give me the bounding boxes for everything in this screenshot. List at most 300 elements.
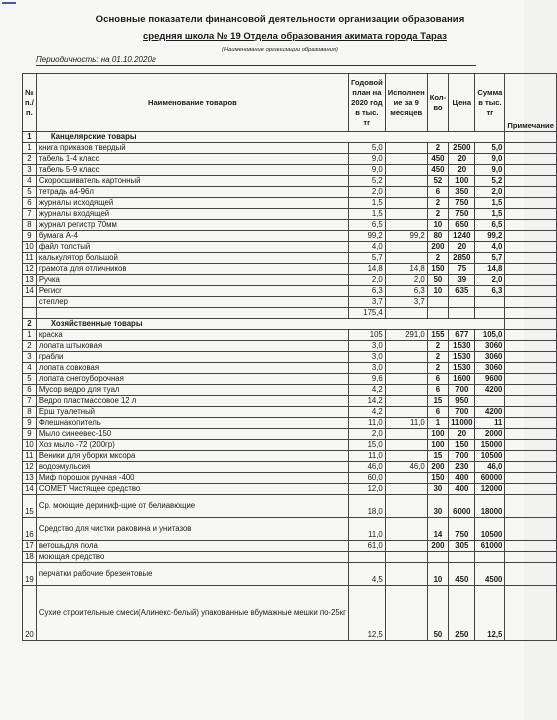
row-num: 3 xyxy=(23,165,37,176)
row-note xyxy=(505,231,557,242)
row-price: 635 xyxy=(449,286,475,297)
row-note xyxy=(505,143,557,154)
row-sum: 11 xyxy=(475,418,505,429)
table-row xyxy=(23,451,557,462)
row-name: COMET Чистящее средство xyxy=(36,484,348,495)
row-price: 11000 xyxy=(449,418,475,429)
row-execution xyxy=(385,396,427,407)
section-row xyxy=(23,132,557,143)
row-note xyxy=(505,495,557,518)
row-qty: 6 xyxy=(427,385,448,396)
row-num: 15 xyxy=(23,495,37,518)
row-note xyxy=(505,220,557,231)
row-num: 11 xyxy=(23,451,37,462)
row-num: 6 xyxy=(23,385,37,396)
row-price: 400 xyxy=(449,473,475,484)
row-note xyxy=(505,297,557,308)
row-plan: 11,0 xyxy=(348,451,385,462)
row-execution xyxy=(385,308,427,319)
row-price: 700 xyxy=(449,451,475,462)
row-qty: 450 xyxy=(427,165,448,176)
row-num: 1 xyxy=(23,330,37,341)
row-num: 18 xyxy=(23,552,37,563)
row-name: Флешнакопитель xyxy=(36,418,348,429)
row-execution xyxy=(385,209,427,220)
row-price: 230 xyxy=(449,462,475,473)
row-sum: 4200 xyxy=(475,407,505,418)
row-note xyxy=(505,385,557,396)
row-num: 14 xyxy=(23,286,37,297)
row-name: Хоз мыло -72 (200гр) xyxy=(36,440,348,451)
row-note xyxy=(505,440,557,451)
row-note xyxy=(505,552,557,563)
row-name: Ерш туалетный xyxy=(36,407,348,418)
row-price: 450 xyxy=(449,563,475,586)
row-sum: 5,7 xyxy=(475,253,505,264)
col-header-note: Примечание xyxy=(505,74,557,132)
row-note xyxy=(505,330,557,341)
row-sum: 6,3 xyxy=(475,286,505,297)
row-plan: 3,0 xyxy=(348,363,385,374)
table-row xyxy=(23,396,557,407)
row-qty: 2 xyxy=(427,143,448,154)
row-execution xyxy=(385,552,427,563)
financial-table xyxy=(22,73,557,641)
table-row xyxy=(23,462,557,473)
row-note xyxy=(505,352,557,363)
row-num: 9 xyxy=(23,418,37,429)
table-row xyxy=(23,563,557,586)
row-num: 3 xyxy=(23,352,37,363)
row-qty: 6 xyxy=(427,187,448,198)
row-price: 39 xyxy=(449,275,475,286)
row-qty: 200 xyxy=(427,462,448,473)
section-title: Хозяйственные товары xyxy=(36,319,505,330)
row-price: 100 xyxy=(449,176,475,187)
row-note xyxy=(505,209,557,220)
table-row xyxy=(23,440,557,451)
row-name: Регисr xyxy=(36,286,348,297)
row-name: Ручка xyxy=(36,275,348,286)
row-note xyxy=(505,264,557,275)
row-note xyxy=(505,563,557,586)
row-name: журналы входящей xyxy=(36,209,348,220)
table-row xyxy=(23,518,557,541)
row-note xyxy=(505,242,557,253)
row-name: калькулятор большой xyxy=(36,253,348,264)
row-num: 11 xyxy=(23,253,37,264)
row-execution xyxy=(385,484,427,495)
row-execution xyxy=(385,518,427,541)
row-sum xyxy=(475,396,505,407)
row-price xyxy=(449,308,475,319)
table-row xyxy=(23,242,557,253)
row-execution xyxy=(385,154,427,165)
row-execution: 2,0 xyxy=(385,275,427,286)
row-plan: 99,2 xyxy=(348,231,385,242)
row-note xyxy=(505,165,557,176)
row-sum: 10500 xyxy=(475,451,505,462)
row-qty: 155 xyxy=(427,330,448,341)
row-name: файл толстый xyxy=(36,242,348,253)
row-qty xyxy=(427,308,448,319)
table-row xyxy=(23,330,557,341)
row-execution xyxy=(385,429,427,440)
table-row xyxy=(23,363,557,374)
table-row xyxy=(23,176,557,187)
row-num: 10 xyxy=(23,440,37,451)
row-plan: 15,0 xyxy=(348,440,385,451)
row-name: краска xyxy=(36,330,348,341)
section-note xyxy=(505,132,557,143)
row-qty: 2 xyxy=(427,363,448,374)
row-qty: 6 xyxy=(427,374,448,385)
row-note xyxy=(505,253,557,264)
row-sum xyxy=(475,552,505,563)
row-name: Средство для чистки раковина и унитазов xyxy=(36,518,348,541)
row-plan xyxy=(348,552,385,563)
row-sum: 4200 xyxy=(475,385,505,396)
row-name: Скоросшиватель картонный xyxy=(36,176,348,187)
row-qty: 15 xyxy=(427,451,448,462)
row-num: 13 xyxy=(23,275,37,286)
row-execution xyxy=(385,541,427,552)
col-header-qty: Кол-во xyxy=(427,74,448,132)
row-qty: 6 xyxy=(427,407,448,418)
row-plan: 61,0 xyxy=(348,541,385,552)
row-execution: 11,0 xyxy=(385,418,427,429)
row-price: 677 xyxy=(449,330,475,341)
row-qty: 2 xyxy=(427,198,448,209)
row-qty: 15 xyxy=(427,396,448,407)
row-qty: 30 xyxy=(427,484,448,495)
table-row xyxy=(23,286,557,297)
row-note xyxy=(505,187,557,198)
row-name: Ведро пластмассовое 12 л xyxy=(36,396,348,407)
row-plan: 12,5 xyxy=(348,586,385,641)
row-num: 7 xyxy=(23,209,37,220)
row-execution: 14,8 xyxy=(385,264,427,275)
row-sum: 3060 xyxy=(475,363,505,374)
row-num: 14 xyxy=(23,484,37,495)
row-plan: 60,0 xyxy=(348,473,385,484)
row-sum: 4,0 xyxy=(475,242,505,253)
table-row xyxy=(23,407,557,418)
row-name: ветошьдля пола xyxy=(36,541,348,552)
table-row xyxy=(23,352,557,363)
row-note xyxy=(505,286,557,297)
row-name: лопата совковая xyxy=(36,363,348,374)
table-row xyxy=(23,220,557,231)
row-qty: 2 xyxy=(427,352,448,363)
row-execution xyxy=(385,495,427,518)
row-qty: 2 xyxy=(427,209,448,220)
row-name: грабли xyxy=(36,352,348,363)
row-price: 2500 xyxy=(449,143,475,154)
row-qty: 200 xyxy=(427,242,448,253)
row-price: 750 xyxy=(449,209,475,220)
table-row xyxy=(23,297,557,308)
row-execution xyxy=(385,165,427,176)
row-num: 16 xyxy=(23,518,37,541)
row-price: 20 xyxy=(449,242,475,253)
row-plan: 14,2 xyxy=(348,396,385,407)
row-num: 4 xyxy=(23,176,37,187)
row-note xyxy=(505,308,557,319)
row-execution: 3,7 xyxy=(385,297,427,308)
row-execution xyxy=(385,451,427,462)
row-execution xyxy=(385,220,427,231)
row-qty: 10 xyxy=(427,286,448,297)
row-plan: 11,0 xyxy=(348,518,385,541)
row-plan: 9,6 xyxy=(348,374,385,385)
table-row xyxy=(23,374,557,385)
row-num: 5 xyxy=(23,374,37,385)
row-name: журнал регистр 70мм xyxy=(36,220,348,231)
row-qty: 10 xyxy=(427,220,448,231)
row-sum: 3060 xyxy=(475,341,505,352)
row-sum: 1,5 xyxy=(475,198,505,209)
row-sum: 9600 xyxy=(475,374,505,385)
row-sum: 2000 xyxy=(475,429,505,440)
row-plan: 9,0 xyxy=(348,165,385,176)
row-qty: 1 xyxy=(427,418,448,429)
table-row xyxy=(23,231,557,242)
col-header-price: Цена xyxy=(449,74,475,132)
row-note xyxy=(505,484,557,495)
row-plan: 11,0 xyxy=(348,418,385,429)
row-price: 950 xyxy=(449,396,475,407)
row-name: моющая средство xyxy=(36,552,348,563)
row-num: 13 xyxy=(23,473,37,484)
row-num: 6 xyxy=(23,198,37,209)
row-price: 1530 xyxy=(449,363,475,374)
row-num: 4 xyxy=(23,363,37,374)
row-name: книга приказов твердый xyxy=(36,143,348,154)
scan-mark xyxy=(2,2,16,4)
row-note xyxy=(505,176,557,187)
row-note xyxy=(505,363,557,374)
table-row xyxy=(23,541,557,552)
row-qty: 10 xyxy=(427,563,448,586)
row-note xyxy=(505,541,557,552)
row-qty: 2 xyxy=(427,341,448,352)
row-num xyxy=(23,308,37,319)
row-name: тетрадь а4-96л xyxy=(36,187,348,198)
row-name: табель 1-4 класс xyxy=(36,154,348,165)
col-header-execution: Исполнен ие за 9 месяцев xyxy=(385,74,427,132)
row-name: водоэмульсия xyxy=(36,462,348,473)
row-price xyxy=(449,297,475,308)
row-price xyxy=(449,552,475,563)
row-name: лопата штыковая xyxy=(36,341,348,352)
row-price: 700 xyxy=(449,407,475,418)
row-price: 20 xyxy=(449,165,475,176)
row-num: 7 xyxy=(23,396,37,407)
row-sum: 5,0 xyxy=(475,143,505,154)
organization-name-text: средняя школа № 19 Отдела образования акимата города Тараз xyxy=(143,31,447,42)
table-row xyxy=(23,253,557,264)
row-plan: 12,0 xyxy=(348,484,385,495)
row-plan: 46,0 xyxy=(348,462,385,473)
table-row xyxy=(23,484,557,495)
row-execution xyxy=(385,352,427,363)
row-execution xyxy=(385,473,427,484)
row-name: перчатки рабочие брезентовые xyxy=(36,563,348,586)
table-row xyxy=(23,264,557,275)
row-price: 700 xyxy=(449,385,475,396)
divider xyxy=(36,65,476,66)
row-execution xyxy=(385,407,427,418)
row-name xyxy=(36,308,348,319)
row-sum: 6,5 xyxy=(475,220,505,231)
section-num: 2 xyxy=(23,319,37,330)
row-plan: 6,5 xyxy=(348,220,385,231)
row-qty: 14 xyxy=(427,518,448,541)
row-price: 650 xyxy=(449,220,475,231)
row-qty: 100 xyxy=(427,440,448,451)
row-qty xyxy=(427,297,448,308)
document-title: Основные показатели финансовой деятельности организации образования xyxy=(95,14,465,25)
row-name: лопата снегоуборочная xyxy=(36,374,348,385)
row-execution: 291,0 xyxy=(385,330,427,341)
row-execution xyxy=(385,341,427,352)
section-note xyxy=(505,319,557,330)
row-price: 400 xyxy=(449,484,475,495)
row-plan: 5,7 xyxy=(348,253,385,264)
row-plan: 175,4 xyxy=(348,308,385,319)
periodicity: Периодичность: на 01.10.2020г xyxy=(36,55,156,64)
row-num: 12 xyxy=(23,462,37,473)
row-plan: 5,2 xyxy=(348,176,385,187)
row-price: 1240 xyxy=(449,231,475,242)
row-num: 19 xyxy=(23,563,37,586)
row-price: 750 xyxy=(449,518,475,541)
row-qty xyxy=(427,552,448,563)
row-sum: 5,2 xyxy=(475,176,505,187)
col-header-sum: Сумма в тыс. тг xyxy=(475,74,505,132)
row-name: табель 5-9 класс xyxy=(36,165,348,176)
row-execution xyxy=(385,176,427,187)
row-execution xyxy=(385,187,427,198)
table-body xyxy=(23,132,557,641)
row-sum: 2,0 xyxy=(475,275,505,286)
table-row xyxy=(23,165,557,176)
row-name: Мусор ведро для туал xyxy=(36,385,348,396)
row-plan: 2,0 xyxy=(348,275,385,286)
row-plan: 4,2 xyxy=(348,385,385,396)
row-sum: 99,2 xyxy=(475,231,505,242)
row-plan: 18,0 xyxy=(348,495,385,518)
row-execution xyxy=(385,242,427,253)
row-sum: 12,5 xyxy=(475,586,505,641)
row-sum: 105,0 xyxy=(475,330,505,341)
row-execution: 99,2 xyxy=(385,231,427,242)
row-plan: 14,8 xyxy=(348,264,385,275)
col-header-num: № п./п. xyxy=(23,74,37,132)
table-row xyxy=(23,552,557,563)
row-num: 2 xyxy=(23,154,37,165)
table-row xyxy=(23,154,557,165)
row-plan: 1,5 xyxy=(348,198,385,209)
row-plan: 2,0 xyxy=(348,187,385,198)
row-execution xyxy=(385,385,427,396)
row-plan: 9,0 xyxy=(348,154,385,165)
row-execution xyxy=(385,563,427,586)
row-num: 9 xyxy=(23,231,37,242)
table-row xyxy=(23,143,557,154)
col-header-name: Наименование товаров xyxy=(36,74,348,132)
row-sum xyxy=(475,308,505,319)
row-num: 12 xyxy=(23,264,37,275)
row-name: Веники для уборки мксора xyxy=(36,451,348,462)
table-row xyxy=(23,198,557,209)
row-qty: 150 xyxy=(427,473,448,484)
row-execution xyxy=(385,198,427,209)
row-note xyxy=(505,198,557,209)
col-header-plan: Годовой план на 2020 год в тыс. тг xyxy=(348,74,385,132)
row-qty: 52 xyxy=(427,176,448,187)
row-sum: 12000 xyxy=(475,484,505,495)
table-row xyxy=(23,418,557,429)
table-row xyxy=(23,385,557,396)
row-note xyxy=(505,341,557,352)
row-sum: 46,0 xyxy=(475,462,505,473)
row-qty: 100 xyxy=(427,429,448,440)
row-note xyxy=(505,396,557,407)
row-plan: 105 xyxy=(348,330,385,341)
row-name: Мыло синеевес-150 xyxy=(36,429,348,440)
row-note xyxy=(505,462,557,473)
row-execution: 46,0 xyxy=(385,462,427,473)
row-price: 1530 xyxy=(449,341,475,352)
row-price: 150 xyxy=(449,440,475,451)
row-execution: 6,3 xyxy=(385,286,427,297)
row-sum: 60000 xyxy=(475,473,505,484)
row-note xyxy=(505,374,557,385)
row-note xyxy=(505,275,557,286)
row-plan: 1,5 xyxy=(348,209,385,220)
row-price: 750 xyxy=(449,198,475,209)
row-execution xyxy=(385,363,427,374)
row-price: 20 xyxy=(449,154,475,165)
row-qty: 200 xyxy=(427,541,448,552)
row-plan: 2,0 xyxy=(348,429,385,440)
row-plan: 3,0 xyxy=(348,352,385,363)
row-sum: 2,0 xyxy=(475,187,505,198)
section-row xyxy=(23,319,557,330)
row-execution xyxy=(385,586,427,641)
row-sum: 18000 xyxy=(475,495,505,518)
row-num: 5 xyxy=(23,187,37,198)
row-sum: 1,5 xyxy=(475,209,505,220)
table-row xyxy=(23,495,557,518)
table-row xyxy=(23,341,557,352)
row-sum xyxy=(475,297,505,308)
row-sum: 14,8 xyxy=(475,264,505,275)
section-title: Канцелярские товары xyxy=(36,132,505,143)
row-sum: 10500 xyxy=(475,518,505,541)
row-execution xyxy=(385,374,427,385)
row-sum: 4500 xyxy=(475,563,505,586)
table-row xyxy=(23,586,557,641)
row-sum: 15000 xyxy=(475,440,505,451)
row-name: Ср. моющие дериниф-щие от белиавющие xyxy=(36,495,348,518)
row-price: 6000 xyxy=(449,495,475,518)
table-row xyxy=(23,187,557,198)
row-num: 20 xyxy=(23,586,37,641)
row-name: Сухие строительные смеси(Алинекс-белый) упакованные вбумажные мешки по-25кг xyxy=(36,586,348,641)
